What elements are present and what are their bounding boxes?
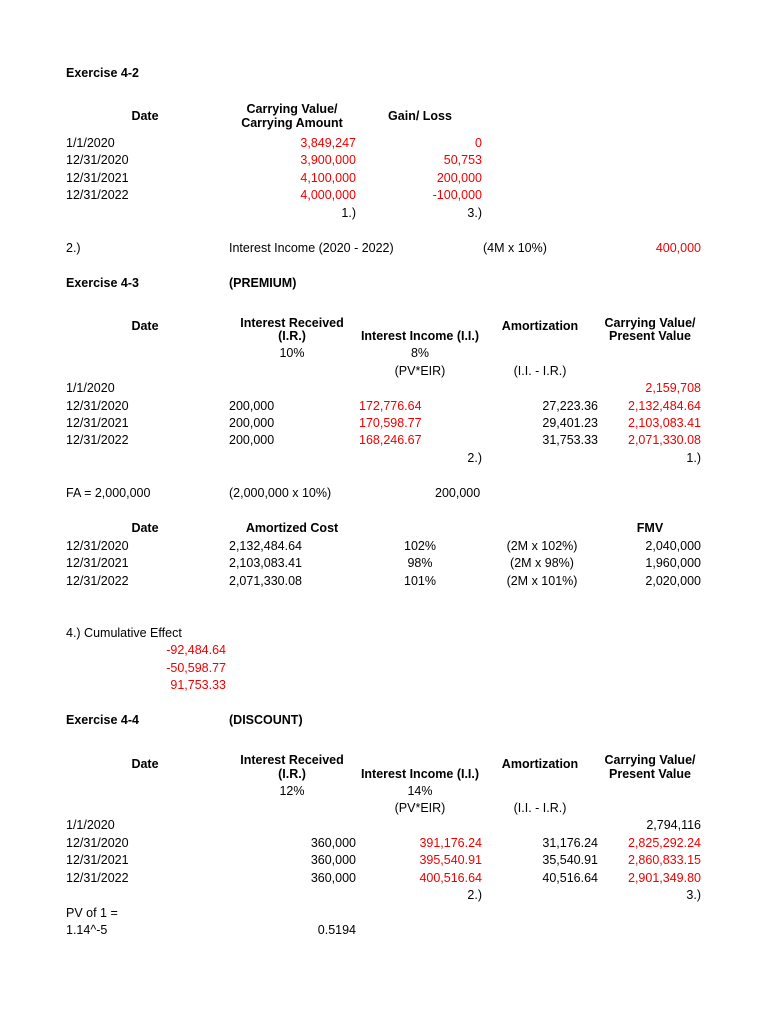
ex43-row-carrying-value: 2,159,708 [645,381,701,395]
ex42-row-gain-loss: -100,000 [432,188,482,202]
ex42-row-gain-loss: 0 [475,136,482,150]
ex43-cumulative-value: -50,598.77 [166,661,226,675]
ex43-fmv-row-percent: 98% [407,556,433,570]
ex43-fmv-row-amortized-cost: 2,071,330.08 [229,574,302,588]
ex43-row-date: 12/31/2021 [66,416,129,430]
ex43-row-interest-received: 200,000 [229,433,275,447]
ex43-header-interest-received: Interest Received [240,316,344,330]
ex44-row-carrying-value: 2,825,292.24 [628,836,701,850]
ex44-row-amortization: 40,516.64 [542,871,598,885]
ex43-header-amortization: Amortization [501,319,579,333]
ex43-row-date: 12/31/2020 [66,399,129,413]
ex44-row-interest-received: 360,000 [310,871,356,885]
ex43-fmv-row-date: 12/31/2022 [66,574,129,588]
ex43-fmv-row-percent: 101% [404,574,436,588]
ex43-row-interest-income: 170,598.77 [359,416,422,430]
ex44-row-amortization: 35,540.91 [542,853,598,867]
ex43-fmv-header-amortized-cost: Amortized Cost [245,521,339,535]
ex43-cumulative-value: -92,484.64 [166,643,226,657]
ex42-row-date: 12/31/2021 [66,171,129,185]
exercise-4-2-title: Exercise 4-2 [66,66,139,80]
ex44-row-interest-received: 360,000 [310,836,356,850]
ex43-cumulative-effect-label: 4.) Cumulative Effect [66,626,182,640]
ex43-fmv-header-date: Date [131,521,159,535]
ex43-rate-ii: 8% [410,346,430,360]
ex42-header-date: Date [131,109,159,123]
ex43-fmv-row-amortized-cost: 2,103,083.41 [229,556,302,570]
ex44-pv-value: 0.5194 [317,923,356,937]
ex43-row-amortization: 27,223.36 [542,399,598,413]
ex43-face-interest: 200,000 [435,486,481,500]
ex44-header-interest-income: Interest Income (I.I.) [360,767,480,781]
ex42-row-carrying-value: 3,849,247 [300,136,356,150]
ex42-row-carrying-value: 3,900,000 [300,153,356,167]
ex42-q2-calc: (4M x 10%) [483,241,547,255]
ex43-fmv-row-fmv: 1,960,000 [645,556,701,570]
ex43-row-carrying-value: 2,132,484.64 [628,399,701,413]
ex44-row-date: 1/1/2020 [66,818,115,832]
ex43-row-amortization: 31,753.33 [542,433,598,447]
ex44-row-interest-income: 400,516.64 [419,871,482,885]
ex43-fmv-row-percent: 102% [404,539,436,553]
ex42-row-gain-loss: 50,753 [443,153,482,167]
ex42-row-date: 12/31/2022 [66,188,129,202]
ex43-row-carrying-value: 2,103,083.41 [628,416,701,430]
ex43-face-calc: (2,000,000 x 10%) [229,486,332,500]
ex42-footnote-1: 1.) [341,206,356,220]
ex44-row-carrying-value: 2,860,833.15 [628,853,701,867]
ex42-row-date: 1/1/2020 [66,136,115,150]
ex44-row-date: 12/31/2020 [66,836,129,850]
ex43-row-interest-received: 200,000 [229,416,275,430]
ex42-header-carrying-value: Carrying Value/ [246,102,338,116]
exercise-4-3-title: Exercise 4-3 [66,276,139,290]
ex43-fmv-header-fmv: FMV [636,521,664,535]
ex43-row-amortization: 29,401.23 [542,416,598,430]
ex43-fmv-row-amortized-cost: 2,132,484.64 [229,539,302,553]
ex44-header-present-value: Present Value [609,767,691,781]
ex44-row-carrying-value: 2,901,349.80 [628,871,701,885]
ex44-header-interest-received: Interest Received [240,753,344,767]
ex43-row-interest-received: 200,000 [229,399,275,413]
ex43-header-carrying-value: Carrying Value/ [604,316,696,330]
ex43-row-carrying-value: 2,071,330.08 [628,433,701,447]
ex43-header-ir-abbr: (I.R.) [278,329,306,343]
ex44-row-date: 12/31/2022 [66,871,129,885]
ex42-row-gain-loss: 200,000 [436,171,482,185]
ex43-header-date: Date [131,319,159,333]
ex43-rate-ir: 10% [279,346,305,360]
ex43-row-interest-income: 172,776.64 [359,399,422,413]
ex44-row-interest-income: 391,176.24 [419,836,482,850]
ex44-footnote-3: 3.) [686,888,701,902]
ex42-row-date: 12/31/2020 [66,153,129,167]
ex43-fmv-row-fmv: 2,040,000 [645,539,701,553]
ex42-header-carrying-amount: Carrying Amount [241,116,343,130]
ex42-row-carrying-value: 4,000,000 [300,188,356,202]
ex44-rate-ir: 12% [279,784,305,798]
ex43-subtitle: (PREMIUM) [229,276,297,290]
ex43-header-interest-income: Interest Income (I.I.) [360,329,480,343]
ex43-row-interest-income: 168,246.67 [359,433,422,447]
ex44-subtitle: (DISCOUNT) [229,713,303,727]
ex43-fmv-row-fmv: 2,020,000 [645,574,701,588]
exercise-4-4-title: Exercise 4-4 [66,713,139,727]
ex44-row-interest-income: 395,540.91 [419,853,482,867]
ex44-pv-formula: 1.14^-5 [66,923,108,937]
ex43-fmv-row-calc: (2M x 98%) [510,556,574,570]
ex44-note-amort: (I.I. - I.R.) [513,801,567,815]
ex43-fmv-row-calc: (2M x 101%) [506,574,578,588]
ex43-fmv-row-calc: (2M x 102%) [506,539,578,553]
ex44-rate-ii: 14% [407,784,433,798]
ex44-header-date: Date [131,757,159,771]
ex43-footnote-1: 1.) [686,451,701,465]
ex44-row-date: 12/31/2021 [66,853,129,867]
ex43-header-present-value: Present Value [609,329,691,343]
ex43-face-amount: FA = 2,000,000 [66,486,151,500]
ex44-note-ii: (PV*EIR) [394,801,446,815]
ex43-cumulative-value: 91,753.33 [170,678,226,692]
ex44-header-amortization: Amortization [501,757,579,771]
ex44-row-interest-received: 360,000 [310,853,356,867]
ex42-footnote-3: 3.) [467,206,482,220]
ex43-fmv-row-date: 12/31/2021 [66,556,129,570]
ex44-footnote-2: 2.) [467,888,482,902]
ex44-header-carrying-value: Carrying Value/ [604,753,696,767]
ex42-header-gain-loss: Gain/ Loss [388,109,452,123]
ex44-pv-label: PV of 1 = [66,906,118,920]
ex44-row-carrying-value: 2,794,116 [646,818,701,832]
ex43-row-date: 1/1/2020 [66,381,115,395]
ex42-q2-label: Interest Income (2020 - 2022) [229,241,394,255]
ex42-row-carrying-value: 4,100,000 [300,171,356,185]
ex44-row-amortization: 31,176.24 [542,836,598,850]
ex43-note-amort: (I.I. - I.R.) [513,364,567,378]
ex42-q2-number: 2.) [66,241,81,255]
ex44-header-ir-abbr: (I.R.) [278,767,306,781]
ex43-fmv-row-date: 12/31/2020 [66,539,129,553]
ex43-note-ii: (PV*EIR) [394,364,446,378]
ex43-row-date: 12/31/2022 [66,433,129,447]
ex43-footnote-2: 2.) [467,451,482,465]
ex42-q2-value: 400,000 [655,241,701,255]
